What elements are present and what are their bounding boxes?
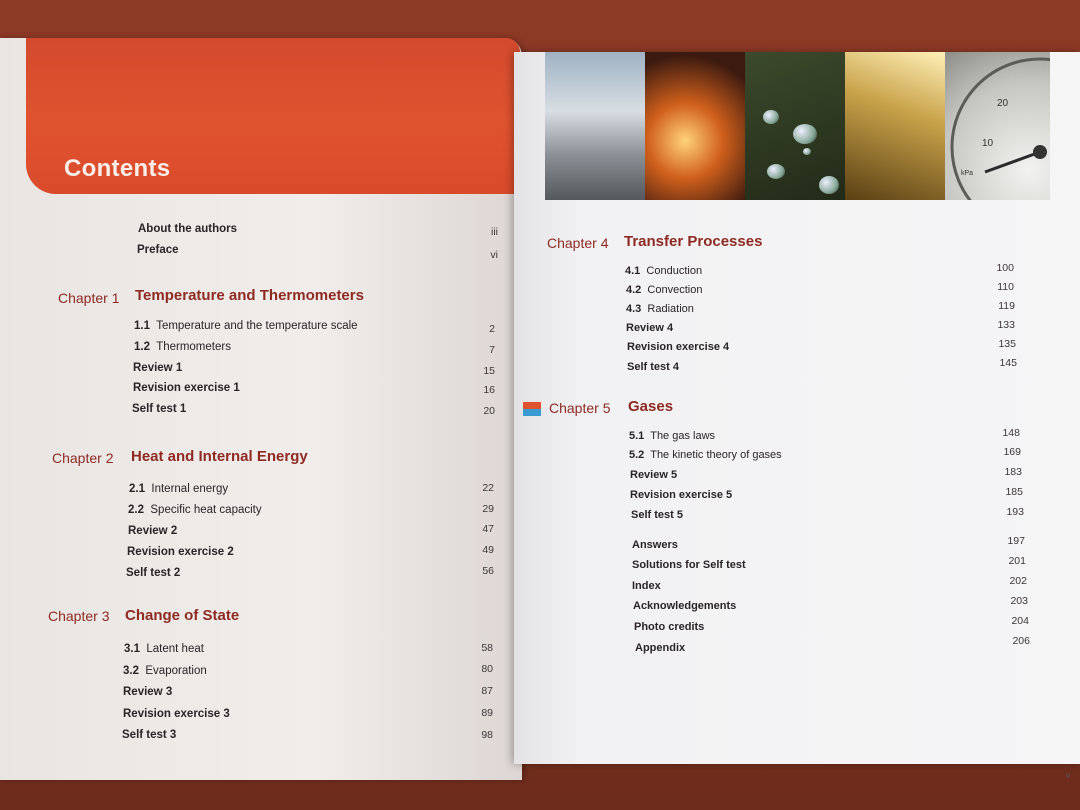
toc-entry: Revision exercise 4 [627,341,730,353]
chapter-number: Chapter 1 [58,290,120,306]
toc-page: 119 [998,300,1015,312]
toc-entry: Review 5 [630,469,678,481]
section-number: 3.1 [124,643,140,655]
section-number: 5.1 [629,430,645,442]
toc-entry: Internal energy [151,483,229,495]
toc-page: 2 [489,323,495,335]
toc-entry: Convection [647,284,703,296]
toc-entry: Self test 1 [132,403,187,415]
toc-page: 47 [482,523,494,535]
toc-entry: Latent heat [146,643,204,655]
toc-entry: Self test 2 [126,567,181,579]
toc-entry: Temperature and the temperature scale [156,320,358,332]
page-number-mark: v [1066,770,1071,780]
ex-badge-icon [523,402,541,416]
toc-page: 16 [483,384,495,396]
sunlight-photo [845,52,945,200]
toc-page: 80 [481,663,493,675]
section-number: 2.2 [128,504,144,516]
toc-entry: Specific heat capacity [150,504,262,516]
toc-page: 169 [1003,446,1021,458]
toc-page: 110 [997,281,1014,293]
toc-entry: Revision exercise 2 [127,546,234,558]
toc-page: 148 [1002,427,1020,439]
toc-page: 201 [1008,555,1026,567]
toc-entry: Thermometers [156,341,231,353]
page-title: Contents [64,155,171,182]
toc-page: 202 [1009,575,1027,587]
toc-page: 204 [1011,615,1029,627]
toc-page: 183 [1004,466,1022,478]
toc-page: 145 [999,357,1017,369]
toc-entry: Self test 5 [631,509,683,521]
toc-entry: Radiation [647,303,694,315]
toc-page: 56 [482,565,494,577]
pressure-gauge-photo [945,52,1050,200]
section-number: 5.2 [629,449,645,461]
toc-page: 29 [482,503,494,515]
toc-entry: Preface [137,244,179,256]
section-number: 4.1 [625,265,641,277]
toc-entry: Evaporation [145,665,207,677]
chapter-title: Change of State [125,607,240,624]
gauge-label: 10 [982,138,994,149]
toc-page: 20 [483,405,495,417]
toc-entry: Acknowledgements [633,600,737,612]
toc-entry: Index [632,580,661,592]
chapter-number: Chapter 2 [52,450,114,466]
header-photo-strip [545,52,1050,200]
gauge-label: 20 [997,98,1009,109]
chapter-title: Heat and Internal Energy [131,448,308,465]
toc-page: 185 [1005,486,1023,498]
section-number: 1.1 [134,320,150,332]
toc-entry: Review 4 [626,322,674,334]
toc-page: 58 [481,642,493,654]
toc-page: 135 [998,338,1016,350]
toc-page: 203 [1010,595,1028,607]
chapter-number: Chapter 4 [547,235,609,251]
section-number: 4.3 [626,303,642,315]
chapter-number: Chapter 5 [549,400,611,416]
toc-entry: Self test 3 [122,729,177,741]
toc-page: 133 [997,319,1015,331]
toc-page: vi [490,249,498,261]
toc-entry: Review 1 [133,362,183,374]
section-number: 1.2 [134,341,150,353]
toc-entry: The gas laws [650,430,716,442]
toc-entry: Revision exercise 3 [123,708,230,720]
section-number: 4.2 [626,284,642,296]
toc-page: 49 [482,544,494,556]
chapter-title: Gases [628,398,674,415]
toc-page: 100 [996,262,1014,274]
section-number: 2.1 [129,483,145,495]
toc-page: 22 [482,482,494,494]
toc-page: 87 [481,685,493,697]
toc-entry: Review 2 [128,525,178,537]
toc-entry: Photo credits [634,621,705,633]
toc-page: iii [491,226,498,238]
toc-page: 197 [1007,535,1025,547]
toc-entry: Appendix [635,642,686,654]
mountain-photo [545,52,645,200]
toc-entry: Review 3 [123,686,173,698]
toc-entry: Self test 4 [627,361,679,373]
toc-page: 98 [481,729,493,741]
toc-entry: The kinetic theory of gases [650,449,782,461]
toc-page: 89 [481,707,493,719]
toc-entry: Revision exercise 1 [133,382,240,394]
toc-entry: About the authors [138,223,238,235]
toc-entry: Solutions for Self test [632,559,746,571]
toc-entry: Conduction [646,265,703,277]
chapter-title: Temperature and Thermometers [135,287,364,304]
gauge-unit-label: kPa [961,170,974,177]
chapter-number: Chapter 3 [48,608,110,624]
chapter-title: Transfer Processes [624,233,763,250]
sparks-photo [645,52,745,200]
toc-entry: Revision exercise 5 [630,489,733,501]
toc-entry: Answers [632,539,678,551]
water-drops-photo [745,52,845,200]
toc-page: 206 [1012,635,1030,647]
toc-page: 193 [1006,506,1024,518]
toc-page: 15 [483,365,495,377]
section-number: 3.2 [123,665,139,677]
toc-page: 7 [489,344,495,356]
